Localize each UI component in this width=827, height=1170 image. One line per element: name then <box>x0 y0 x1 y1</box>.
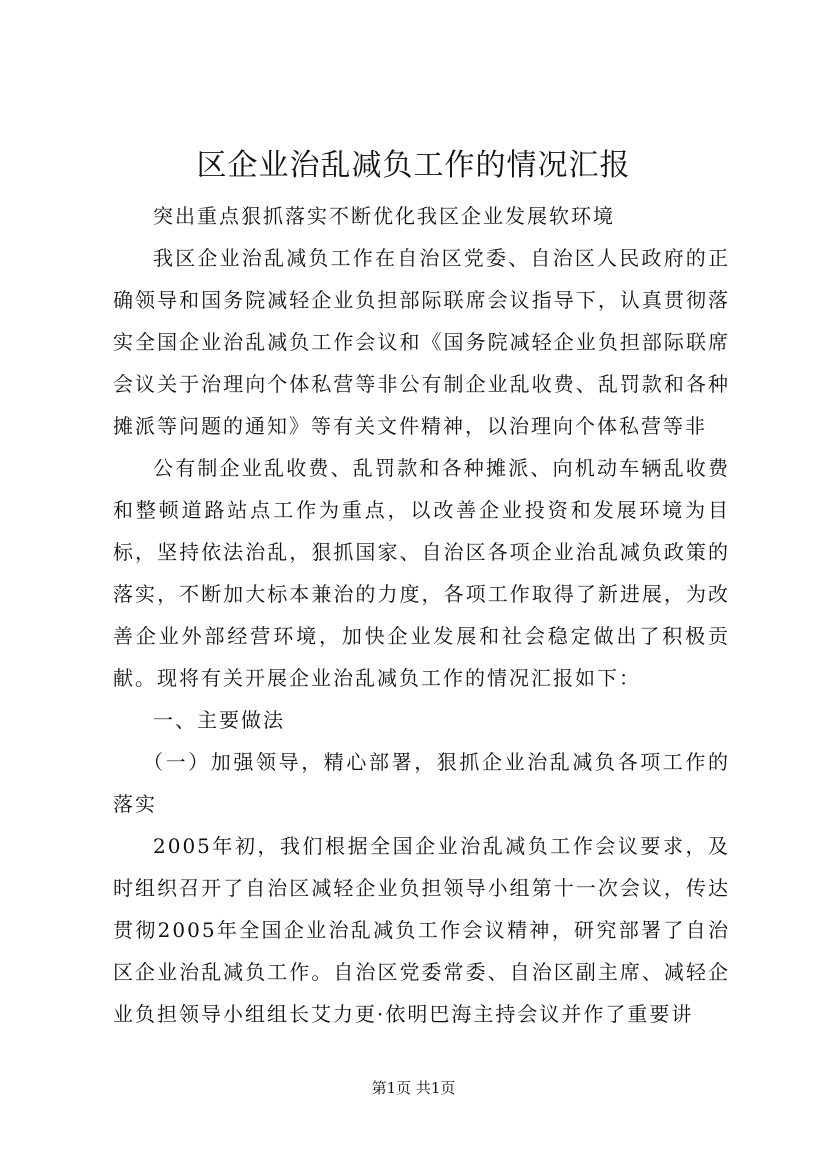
paragraph-1: 我区企业治乱减负工作在自治区党委、自治区人民政府的正确领导和国务院减轻企业负担部际联席会议指导下，认真贯彻落实全国企业治乱减负工作会议和《国务院减轻企业负担部际联席会议关于治理向个体私营等非公有制企业乱收费、乱罚款和各种摊派等问题的通知》等有关文件精神，以治理向个体私营等非 <box>113 246 730 438</box>
document-body <box>113 195 730 1035</box>
section-heading: 一、主要做法 <box>153 708 285 732</box>
subsection-heading: （一）加强领导，精心部署，狠抓企业治乱减负各项工作的落实 <box>113 750 730 816</box>
document-title: 区企业治乱减负工作的情况汇报 <box>196 148 631 183</box>
document-subtitle: 突出重点狠抓落实不断优化我区企业发展软环境 <box>153 204 615 228</box>
page-footer: 第1页 共1页 <box>371 1079 456 1097</box>
paragraph-3: 2005年初，我们根据全国企业治乱减负工作会议要求，及时组织召开了自治区减轻企业负担领导小组第十一次会议，传达贯彻2005年全国企业治乱减负工作会议精神，研究部署了自治区企业治乱减负工作。自治区党委常委、自治区副主席、减轻企业负担领导小组组长艾力更·依明巴海主持会议并作了重要讲 <box>113 834 730 1026</box>
paragraph-2: 公有制企业乱收费、乱罚款和各种摊派、向机动车辆乱收费和整顿道路站点工作为重点，以改善企业投资和发展环境为目标，坚持依法治乱，狠抓国家、自治区各项企业治乱减负政策的落实，不断加大标本兼治的力度，各项工作取得了新进展，为改善企业外部经营环境，加快企业发展和社会稳定做出了积极贡献。现将有关开展企业治乱减负工作的情况汇报如下： <box>113 456 730 690</box>
